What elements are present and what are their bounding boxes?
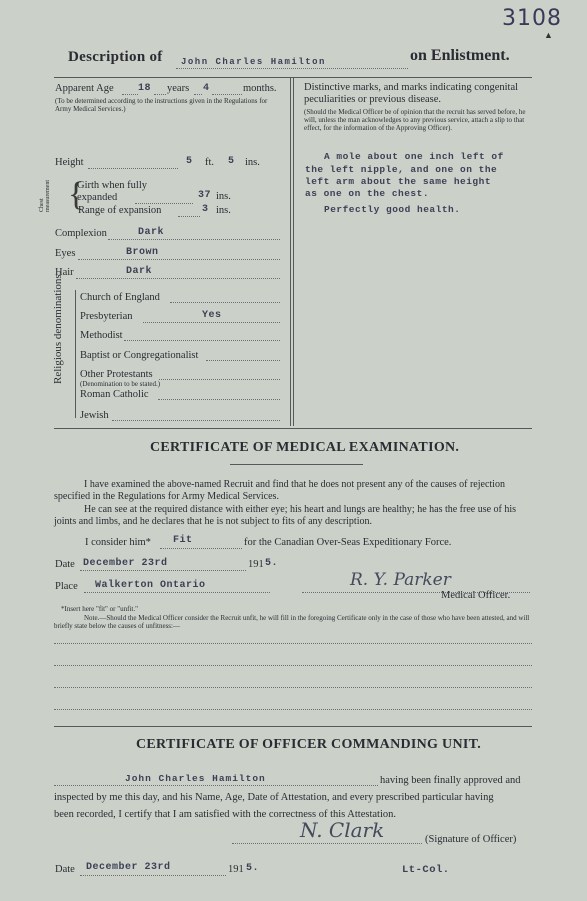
officer-signature: N. Clark <box>300 818 385 842</box>
distinctive-heading: Distinctive marks, and marks indicating congenital peculiarities or previous disease. <box>304 82 519 105</box>
officer-signature-dots <box>232 843 422 844</box>
religion-presbyterian-mark: Yes <box>202 310 222 321</box>
age-note: (To be determined according to the instructions given in the Regulations for Army Medical Services.) <box>55 97 268 113</box>
officer-recruit-name: John Charles Hamilton <box>125 773 266 784</box>
distinctive-line-2: the left nipple, and one on the <box>305 164 498 175</box>
column-divider <box>290 78 291 426</box>
complexion-value: Dark <box>138 227 165 238</box>
eyes-value: Brown <box>126 247 159 258</box>
height-dots <box>88 168 178 169</box>
age-months-dots-a <box>194 94 202 95</box>
religion-side-label: Religious denominations. <box>52 271 64 384</box>
girth-dots <box>135 203 193 204</box>
hair-dots <box>76 278 280 279</box>
age-dots <box>122 94 138 95</box>
medical-date-value: December 23rd <box>83 558 168 569</box>
religion-other-protestants: Other Protestants <box>80 369 153 380</box>
height-in-value: 5 <box>228 156 235 167</box>
medical-date-year-suffix: 5. <box>265 558 279 569</box>
religion-bracket <box>75 290 76 418</box>
religion-other-note: (Denomination to be stated.) <box>80 380 161 388</box>
medical-officer-signature: R. Y. Parker <box>350 570 451 590</box>
unfit-line-1 <box>54 643 532 644</box>
triangle-mark-icon: ▲ <box>544 30 553 40</box>
expansion-dots <box>178 216 200 217</box>
insert-note: *Insert here "fit" or "unfit." <box>61 605 138 613</box>
eyes-label: Eyes <box>55 248 76 259</box>
medical-date-label: Date <box>55 559 75 570</box>
complexion-dots <box>108 239 280 240</box>
medical-place-dots <box>84 592 270 593</box>
religion-church-of-england: Church of England <box>80 292 160 303</box>
distinctive-line-1: A mole about one inch left of <box>324 151 504 162</box>
officer-line-3: been recorded, I certify that I am satisfied with the correctness of this Attestation. <box>54 809 397 820</box>
header-title-left: Description of <box>68 49 163 65</box>
height-label: Height <box>55 157 84 168</box>
officer-line-1-rest: having been finally approved and <box>380 775 521 786</box>
officer-rank: Lt-Col. <box>402 864 450 876</box>
religion-jewish: Jewish <box>80 410 109 421</box>
section-divider-2 <box>54 726 532 727</box>
consider-label: I consider him* <box>85 537 151 548</box>
column-divider-2 <box>293 78 294 426</box>
officer-date-dots <box>80 875 226 876</box>
unfit-line-4 <box>54 709 532 710</box>
chest-side-label: Chest measurement <box>39 180 51 212</box>
religion-other-dots <box>159 379 280 380</box>
complexion-label: Complexion <box>55 228 107 239</box>
eyes-dots <box>78 259 280 260</box>
religion-methodist: Methodist <box>80 330 123 341</box>
unfit-line-2 <box>54 665 532 666</box>
consider-value: Fit <box>173 535 193 546</box>
girth-unit: ins. <box>216 191 231 202</box>
distinctive-line-5: Perfectly good health. <box>324 204 461 215</box>
expansion-unit: ins. <box>216 205 231 216</box>
medical-date-year-prefix: 191 <box>248 559 264 570</box>
age-years-value: 18 <box>138 83 152 94</box>
medical-heading: CERTIFICATE OF MEDICAL EXAMINATION. <box>150 440 460 455</box>
officer-name-dots <box>54 785 378 786</box>
officer-date-year-prefix: 191 <box>228 864 244 875</box>
chest-brace-icon: { <box>68 176 85 213</box>
distinctive-line-4: as one on the chest. <box>305 188 430 199</box>
form-number: 3108 <box>502 6 562 31</box>
medical-officer-label: Medical Officer. <box>441 590 511 601</box>
height-ft-label: ft. <box>205 157 215 168</box>
hair-label: Hair <box>55 267 74 278</box>
consider-rest: for the Canadian Over-Seas Expeditionary Force. <box>244 537 452 548</box>
religion-jewish-dots <box>112 420 280 421</box>
distinctive-note: (Should the Medical Officer be of opinion that the recruit has served before, he will, unless the man acknowledges to any previous service, attach a slip to that effect, for the information of the Approving Officer). <box>304 108 526 132</box>
officer-line-2: inspected by me this day, and his Name, Age, Date of Attestation, and every prescribed particular having <box>54 792 494 803</box>
expansion-label: Range of expansion <box>78 205 162 216</box>
age-months-label: months. <box>243 83 277 94</box>
religion-meth-dots <box>124 340 280 341</box>
age-years-label: years <box>167 83 190 94</box>
header-title-right: on Enlistment. <box>410 47 510 64</box>
religion-coe-dots <box>170 302 280 303</box>
medical-place-value: Walkerton Ontario <box>95 580 206 591</box>
officer-date-label: Date <box>55 864 75 875</box>
age-months-value: 4 <box>203 83 210 94</box>
age-label: Apparent Age <box>55 83 114 94</box>
medical-para-1: I have examined the above-named Recruit and find that he does not present any of the causes of rejection specified in the Regulations for Army Medical Services. <box>54 479 505 502</box>
consider-dots <box>160 548 242 549</box>
height-in-label: ins. <box>245 157 260 168</box>
officer-signature-label: (Signature of Officer) <box>425 834 517 845</box>
girth-label: Girth when fully expanded <box>77 180 147 203</box>
header-recruit-name: John Charles Hamilton <box>181 57 326 67</box>
medical-place-label: Place <box>55 581 78 592</box>
officer-date-year-suffix: 5. <box>246 863 260 874</box>
officer-date-value: December 23rd <box>86 862 171 873</box>
hair-value: Dark <box>126 266 153 277</box>
officer-heading: CERTIFICATE OF OFFICER COMMANDING UNIT. <box>136 737 482 752</box>
unfit-line-3 <box>54 687 532 688</box>
section-divider-1 <box>54 428 532 429</box>
nb-note: Note.—Should the Medical Officer consider the Recruit unfit, he will fill in the foregoing Certificate only in the case of those who have been attested, and will briefly state below the causes of unfitness:— <box>54 614 530 630</box>
religion-presb-dots <box>143 322 280 323</box>
religion-baptist-dots <box>206 360 280 361</box>
girth-value: 37 <box>198 190 212 201</box>
medical-date-dots <box>80 570 246 571</box>
religion-baptist: Baptist or Congregationalist <box>80 350 199 361</box>
distinctive-line-3: left arm about the same height <box>305 176 492 187</box>
medical-heading-underline <box>230 464 363 465</box>
medical-para-2: He can see at the required distance with either eye; his heart and lungs are healthy; he has the free use of his joints and limbs, and he declares that he is not subject to fits of any description. <box>54 504 517 527</box>
height-ft-value: 5 <box>186 156 193 167</box>
expansion-value: 3 <box>202 204 209 215</box>
header-name-line <box>176 68 408 69</box>
age-months-dots-b <box>212 94 242 95</box>
religion-rc-dots <box>158 399 280 400</box>
religion-roman-catholic: Roman Catholic <box>80 389 149 400</box>
age-years-dots <box>154 94 166 95</box>
religion-presbyterian: Presbyterian <box>80 311 133 322</box>
